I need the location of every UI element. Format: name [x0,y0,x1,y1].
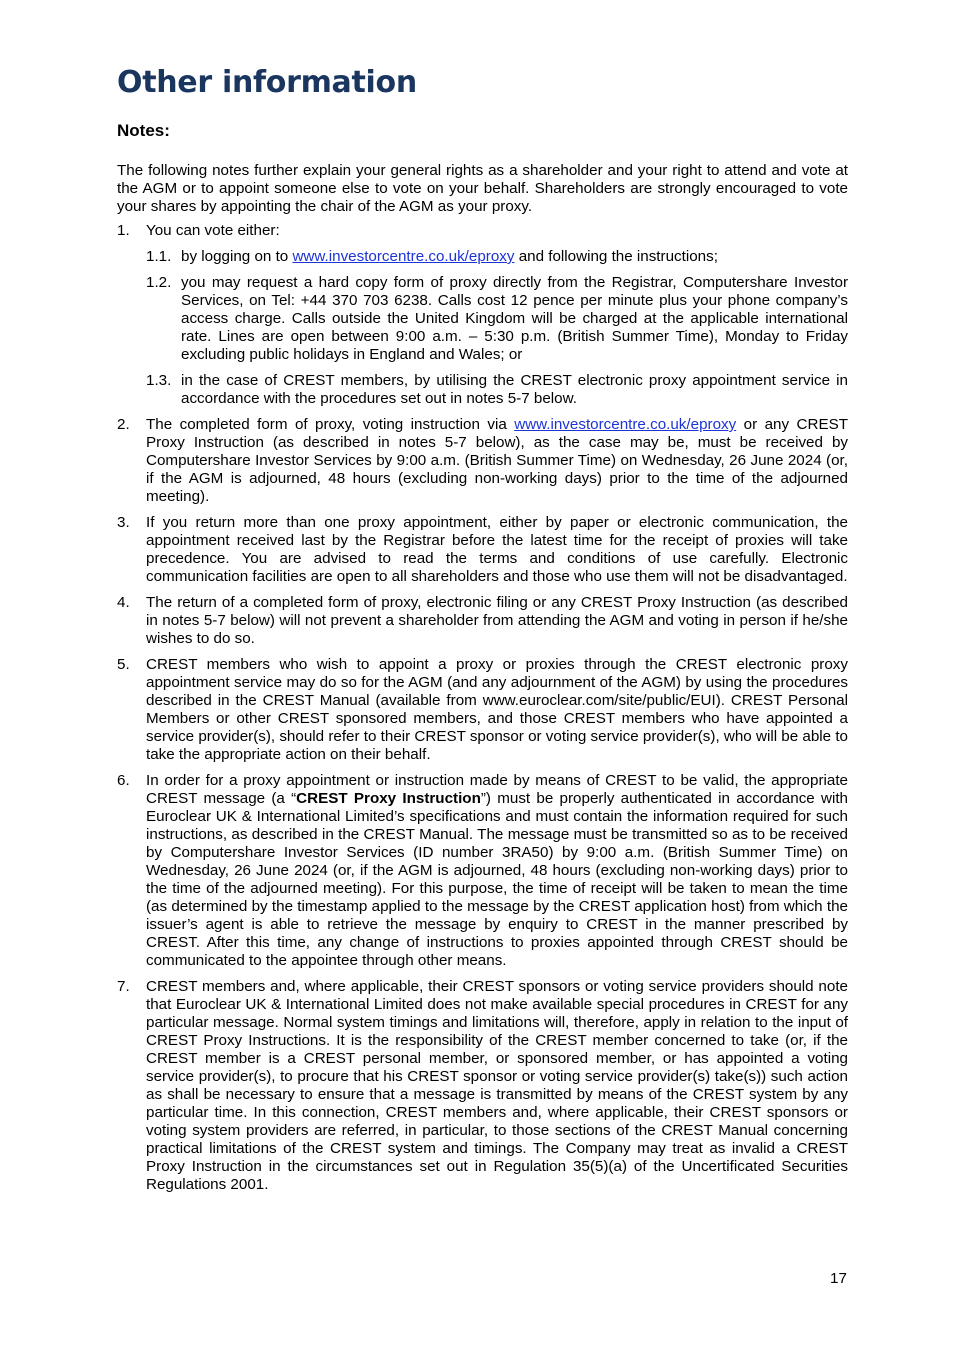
note-7 [117,978,848,1194]
note-number: 4. [117,594,130,611]
defined-term: CREST Proxy Instruction [296,790,481,807]
intro-paragraph: The following notes further explain your general rights as a shareholder and your right to attend and vote at the AGM or to appoint someone else to vote on your behalf. Shareholders are strongly encouraged to vote your shares by appointing the chair of the AGM as your proxy. [117,162,848,215]
investorcentre-link[interactable]: www.investorcentre.co.uk/eproxy [292,248,515,265]
note-1 [117,222,848,408]
note-text-post: ”) must be properly authenticated in accordance with Euroclear UK & International Limited’s specifications and must contain the information required for such instructions, as described in the CREST Manual. The message must be transmitted so as to be received by Computershare Investor Services (ID number 3RA50) by 9:00 a.m. (British Summer Time) on Wednesday, 26 June 2024 (or, if the AGM is adjourned, 48 hours (excluding non-working days) prior to the time of the adjourned meeting). For this purpose, the time of receipt will be taken to mean the time (as determined by the timestamp applied to the message by the CREST application host) from which the issuer’s agent is able to retrieve the message by enquiry to CREST in the manner prescribed by CREST. After this time, any change of instructions to proxies appointed through CREST should be communicated to the appointee through other means. [146,790,848,969]
page-number: 17 [830,1270,847,1287]
note-number: 3. [117,514,130,531]
document-page [117,62,848,1202]
notes-list [117,222,848,1194]
note-number: 6. [117,772,130,789]
subnote-number: 1.1. [146,248,172,265]
note-1-3 [146,372,848,408]
note-1-1 [146,248,848,266]
note-number: 1. [117,222,130,239]
page-title: Other information [117,65,417,100]
note-1-2 [146,274,848,364]
subnote-number: 1.3. [146,372,172,389]
note-text-pre: In order for a proxy appointment or instruction made by means of CREST to be valid, the appropriate CREST message (a “ [146,772,848,807]
subnote-text: in the case of CREST members, by utilising the CREST electronic proxy appointment service in accordance with the procedures set out in notes 5-7 below. [181,372,848,407]
note-text: The return of a completed form of proxy, electronic filing or any CREST Proxy Instruction (as described in notes 5-7 below) will not prevent a shareholder from attending the AGM and voting in person if he/she wishes to do so. [146,594,848,647]
subnote-text: you may request a hard copy form of proxy directly from the Registrar, Computershare Investor Services, on Tel: +44 370 703 6238. Calls cost 12 pence per minute plus your phone company’s access charge. Calls outside the United Kingdom will be charged at the applicable international rate. Lines are open between 9:00 a.m. – 5:30 p.m. (British Summer Time), Monday to Friday excluding public holidays in England and Wales; or [181,274,848,363]
note-text: CREST members and, where applicable, their CREST sponsors or voting service providers should note that Euroclear UK & International Limited does not make available special procedures in CREST for any particular message. Normal system timings and limitations will, therefore, apply in relation to the input of CREST Proxy Instructions. It is the responsibility of the CREST member concerned to take (or, if the CREST member is a CREST personal member, or sponsored member, or has appointed a voting service provider(s), to procure that his CREST sponsor or voting service provider(s) take(s)) such action as shall be necessary to ensure that a message is transmitted by means of the CREST system by any particular time. In this connection, CREST members and, where applicable, their CREST sponsors or voting system providers are referred, in particular, to those sections of the CREST Manual concerning practical limitations of the CREST system and timings. The Company may treat as invalid a CREST Proxy Instruction in the circumstances set out in Regulation 35(5)(a) of the Uncertificated Securities Regulations 2001. [146,978,848,1193]
note-number: 2. [117,416,130,433]
note-text-post: or any CREST Proxy Instruction (as described in notes 5-7 below), as the case may be, must be received by Computershare Investor Services by 9:00 a.m. (British Summer Time) on Wednesday, 26 June 2024 (or, if the AGM is adjourned, 48 hours (excluding non-working days) prior to the time of the adjourned meeting). [146,416,848,505]
note-number: 7. [117,978,130,995]
note-2 [117,416,848,506]
note-4 [117,594,848,648]
note-number: 5. [117,656,130,673]
notes-heading: Notes: [117,121,170,140]
note-1-sublist [146,248,848,408]
subnote-text-pre: by logging on to [181,248,293,265]
note-text-pre: The completed form of proxy, voting instruction via [146,416,515,433]
note-text: You can vote either: [146,222,280,239]
note-3 [117,514,848,586]
investorcentre-link[interactable]: www.investorcentre.co.uk/eproxy [514,416,737,433]
note-text: CREST members who wish to appoint a proxy or proxies through the CREST electronic proxy appointment service may do so for the AGM (and any adjournment of the AGM) by using the procedures described in the CREST Manual (available from www.euroclear.com/site/public/EUI). CREST Personal Members or other CREST sponsored members, and those CREST members who have appointed a service provider(s), should refer to their CREST sponsor or voting service provider(s), who will be able to take the appropriate action on their behalf. [146,656,848,763]
subnote-text-post: and following the instructions; [514,248,718,265]
note-text: If you return more than one proxy appointment, either by paper or electronic communication, the appointment received last by the Registrar before the latest time for the receipt of proxies will take precedence. You are advised to read the terms and conditions of use carefully. Electronic communication facilities are open to all shareholders and those who use them will not be disadvantaged. [146,514,848,585]
note-6 [117,772,848,970]
subnote-number: 1.2. [146,274,172,291]
note-5 [117,656,848,764]
